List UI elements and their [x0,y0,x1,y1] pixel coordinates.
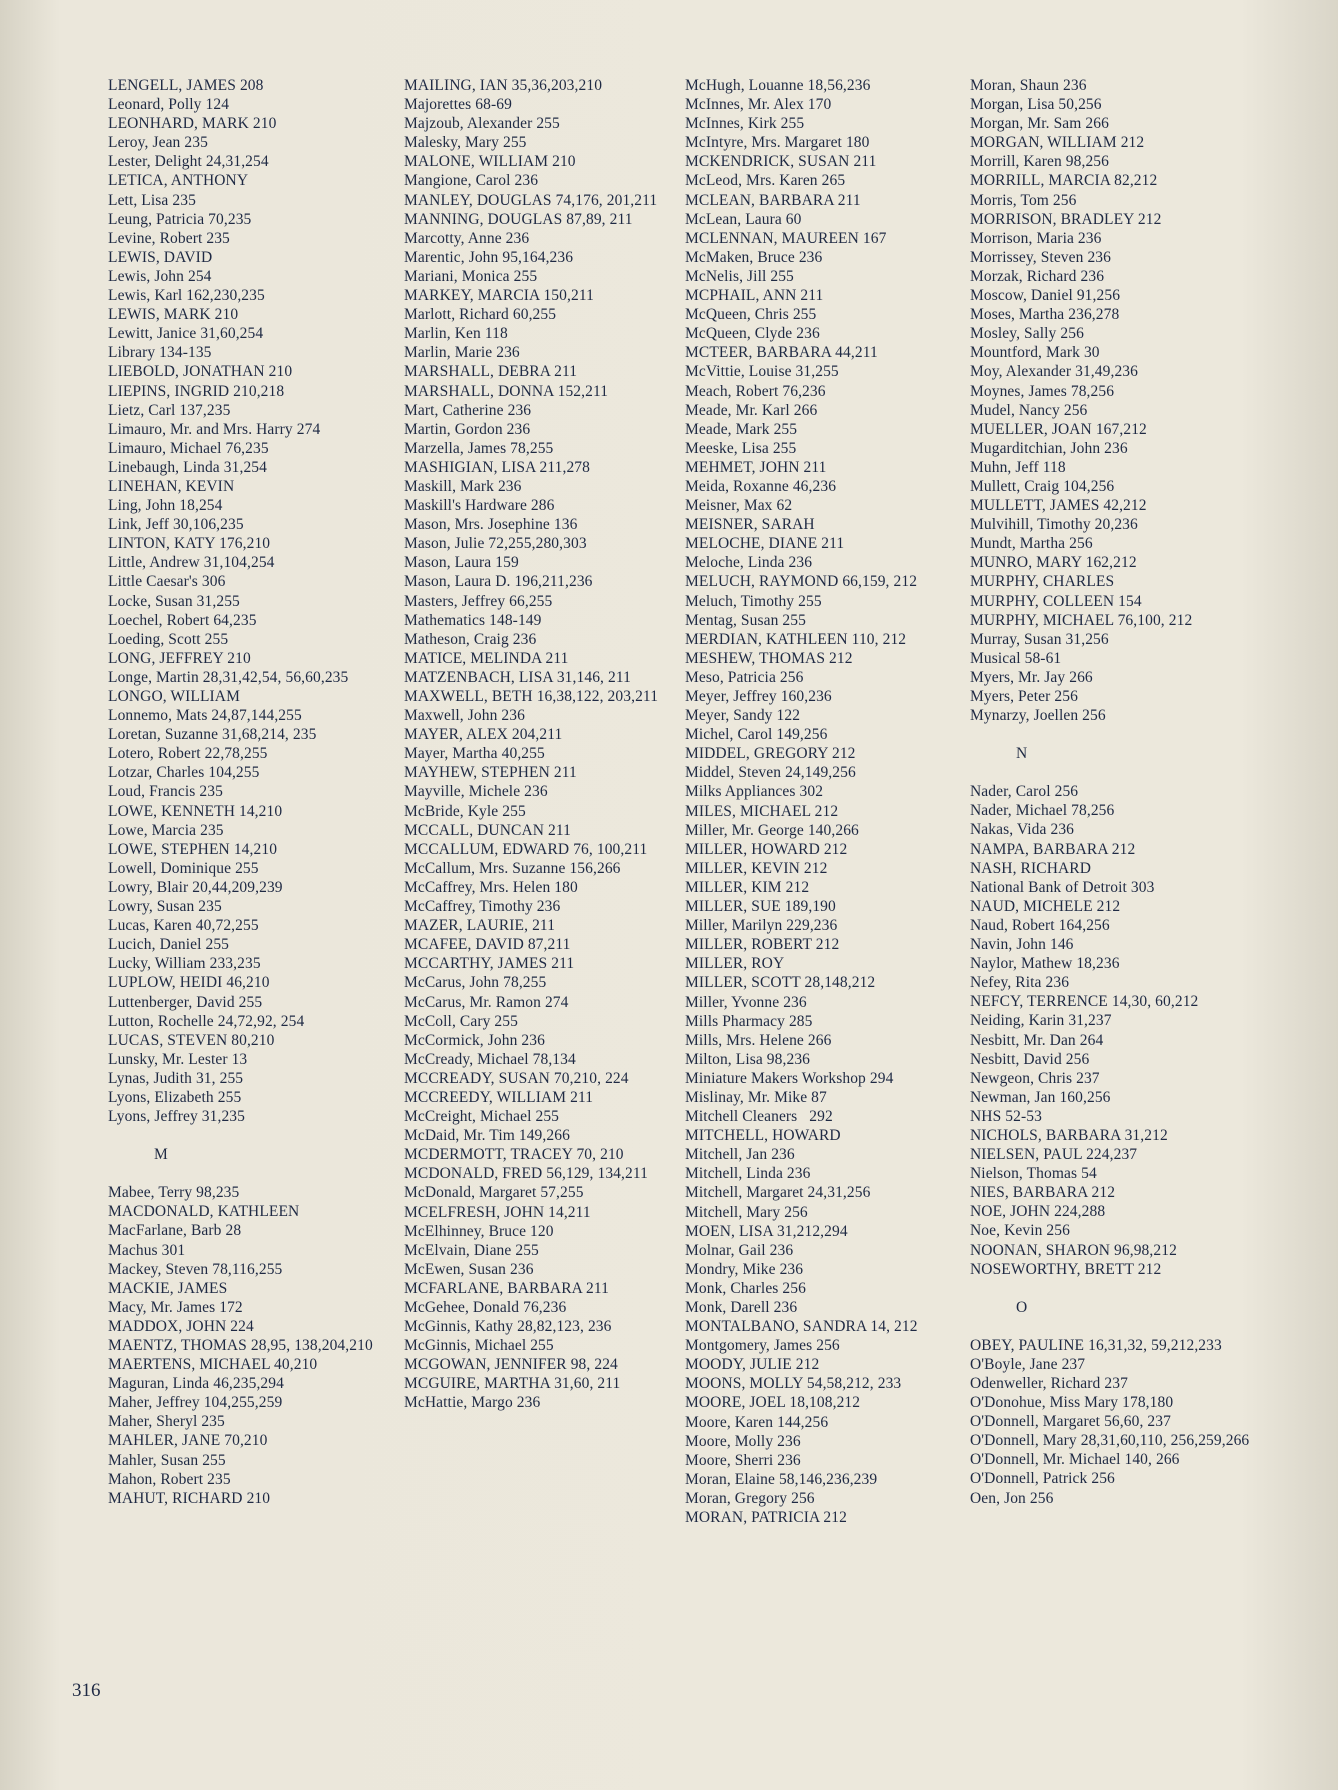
index-entry: Milks Appliances 302 [685,783,824,801]
index-entry: MacFarlane, Barb 28 [108,1222,242,1240]
index-entry: McMaken, Bruce 236 [685,248,823,266]
index-entry: MORAN, PATRICIA 212 [685,1509,847,1527]
index-entry: MCGUIRE, MARTHA 31,60, 211 [404,1375,621,1393]
index-entry: MCKENDRICK, SUSAN 211 [685,153,877,171]
index-entry: O'Donnell, Margaret 56,60, 237 [970,1413,1171,1431]
index-entry: Mountford, Mark 30 [970,344,1100,362]
index-entry: McElhinney, Bruce 120 [404,1222,554,1240]
index-entry: LEWIS, MARK 210 [108,306,239,324]
index-entry: Nakas, Vida 236 [970,821,1075,839]
index-entry: MURPHY, CHARLES [970,573,1115,591]
index-entry: Mathematics 148-149 [404,611,542,629]
section-letter: N [1016,745,1028,763]
index-entry: MCLENNAN, MAUREEN 167 [685,229,887,247]
index-entry: McDaid, Mr. Tim 149,266 [404,1127,570,1145]
index-entry: Miller, Marilyn 229,236 [685,917,838,935]
index-entry: Marzella, James 78,255 [404,439,554,457]
index-entry: O'Donnell, Mr. Michael 140, 266 [970,1451,1180,1469]
index-entry: NHS 52-53 [970,1107,1042,1125]
index-entry: LEWIS, DAVID [108,248,213,266]
index-entry: Masters, Jeffrey 66,255 [404,592,553,610]
index-entry: Mackey, Steven 78,116,255 [108,1260,283,1278]
index-entry: MCPHAIL, ANN 211 [685,287,824,305]
index-entry: Mitchell, Linda 236 [685,1165,811,1183]
index-entry: Marlott, Richard 60,255 [404,306,557,324]
index-entry: Limauro, Mr. and Mrs. Harry 274 [108,420,321,438]
index-entry: MATZENBACH, LISA 31,146, 211 [404,668,631,686]
index-entry: LOWE, STEPHEN 14,210 [108,840,278,858]
index-entry: MUNRO, MARY 162,212 [970,554,1137,572]
index-entry: Noe, Kevin 256 [970,1222,1070,1240]
index-entry: MANNING, DOUGLAS 87,89, 211 [404,210,633,228]
index-entry: Lyons, Jeffrey 31,235 [108,1108,245,1126]
index-entry: Meloche, Linda 236 [685,554,813,572]
index-entry: McElvain, Diane 255 [404,1241,539,1259]
index-entry: Mugarditchian, John 236 [970,439,1128,457]
index-entry: Link, Jeff 30,106,235 [108,516,244,534]
index-entry: Marlin, Marie 236 [404,344,520,362]
index-entry: Mahon, Robert 235 [108,1470,231,1488]
index-entry: Morrison, Maria 236 [970,229,1102,247]
index-entry: Mahler, Susan 255 [108,1451,226,1469]
index-entry: MILLER, SUE 189,190 [685,898,836,916]
index-entry: LIEBOLD, JONATHAN 210 [108,363,293,381]
index-entry: Moy, Alexander 31,49,236 [970,363,1138,381]
index-entry: Lowry, Susan 235 [108,898,222,916]
index-entry: Locke, Susan 31,255 [108,592,240,610]
index-entry: Loeding, Scott 255 [108,630,229,648]
index-entry: Mentag, Susan 255 [685,611,806,629]
index-entry: Longe, Martin 28,31,42,54, 56,60,235 [108,668,349,686]
index-entry: McCallum, Mrs. Suzanne 156,266 [404,859,621,877]
index-entry: MUELLER, JOAN 167,212 [970,420,1147,438]
index-entry: LONGO, WILLIAM [108,688,240,705]
index-entry: Little, Andrew 31,104,254 [108,554,275,572]
index-entry: Mundt, Martha 256 [970,535,1093,553]
index-entry: MCGOWAN, JENNIFER 98, 224 [404,1356,618,1374]
index-entry: Moore, Molly 236 [685,1432,801,1450]
index-entry: Mislinay, Mr. Mike 87 [685,1088,827,1106]
index-entry: Meade, Mark 255 [685,420,798,438]
index-entry: Morrill, Karen 98,256 [970,153,1109,171]
index-entry: McIntyre, Mrs. Margaret 180 [685,134,870,152]
index-entry: Leonard, Polly 124 [108,96,230,114]
index-entry: McVittie, Louise 31,255 [685,363,839,381]
index-entry: MCCREEDY, WILLIAM 211 [404,1088,594,1106]
index-entry: MELOCHE, DIANE 211 [685,535,845,553]
index-entry: Mitchell, Jan 236 [685,1146,795,1164]
index-entry: McGinnis, Michael 255 [404,1337,554,1355]
index-entry: McCaffrey, Mrs. Helen 180 [404,878,578,896]
index-entry: McInnes, Mr. Alex 170 [685,96,832,114]
index-entry: Nefey, Rita 236 [970,974,1070,992]
index-entry: Lett, Lisa 235 [108,191,196,209]
index-entry: Miniature Makers Workshop 294 [685,1069,894,1087]
index-entry: NAMPA, BARBARA 212 [970,840,1136,858]
index-entry: Limauro, Michael 76,235 [108,439,269,457]
index-entry: Morzak, Richard 236 [970,267,1105,285]
index-entry: Leroy, Jean 235 [108,134,208,152]
index-entry: Musical 58-61 [970,649,1062,667]
index-entry: Molnar, Gail 236 [685,1241,794,1259]
index-entry: LONG, JEFFREY 210 [108,649,251,667]
index-entry: Ling, John 18,254 [108,497,223,515]
index-entry: MAYHEW, STEPHEN 211 [404,764,577,782]
index-entry: Mangione, Carol 236 [404,172,539,190]
index-entry: Mynarzy, Joellen 256 [970,707,1106,725]
index-entry: MARKEY, MARCIA 150,211 [404,287,594,305]
index-entry: NOSEWORTHY, BRETT 212 [970,1260,1162,1278]
index-entry: MCCALL, DUNCAN 211 [404,821,571,839]
index-entry: Luttenberger, David 255 [108,993,263,1011]
index-entry: MEHMET, JOHN 211 [685,458,827,476]
index-entry: McCarus, Mr. Ramon 274 [404,993,569,1011]
index-entry: Loud, Francis 235 [108,783,223,801]
index-entry: Little Caesar's 306 [108,573,226,591]
index-entry: Mudel, Nancy 256 [970,401,1088,419]
index-entry: Matheson, Craig 236 [404,630,537,648]
index-entry: Lotero, Robert 22,78,255 [108,745,268,763]
index-entry: Moore, Sherri 236 [685,1451,801,1469]
index-entry: Majorettes 68-69 [404,96,512,114]
index-entry: MAHUT, RICHARD 210 [108,1489,271,1507]
index-entry: Meade, Mr. Karl 266 [685,401,818,419]
index-entry: Mills Pharmacy 285 [685,1012,813,1030]
index-entry: Mitchell Cleaners 292 [685,1108,833,1126]
index-entry: MCDONALD, FRED 56,129, 134,211 [404,1165,648,1183]
index-entry: Moran, Elaine 58,146,236,239 [685,1470,878,1488]
index-entry: Mart, Catherine 236 [404,401,532,419]
index-entry: Lester, Delight 24,31,254 [108,153,269,171]
index-entry: McLean, Laura 60 [685,210,802,228]
index-entry: McInnes, Kirk 255 [685,115,805,133]
index-entry: MERDIAN, KATHLEEN 110, 212 [685,630,907,648]
index-entry: MAZER, LAURIE, 211 [404,917,556,935]
index-entry: Nesbitt, Mr. Dan 264 [970,1031,1104,1049]
index-entry: Meyer, Jeffrey 160,236 [685,688,832,705]
index-entry: Mabee, Terry 98,235 [108,1184,240,1202]
index-column-1 [108,76,393,1508]
index-entry: MCLEAN, BARBARA 211 [685,191,861,209]
index-entry: Navin, John 146 [970,936,1074,954]
index-entry: Maguran, Linda 46,235,294 [108,1375,284,1393]
index-entry: MORGAN, WILLIAM 212 [970,134,1145,152]
index-entry: MCELFRESH, JOHN 14,211 [404,1203,591,1221]
index-entry: MAERTENS, MICHAEL 40,210 [108,1356,318,1374]
index-column-3 [685,76,970,1527]
index-entry: Moran, Shaun 236 [970,77,1087,94]
index-entry: MCTEER, BARBARA 44,211 [685,344,878,362]
index-entry: MORRILL, MARCIA 82,212 [970,172,1158,190]
index-entry: MILLER, KIM 212 [685,878,810,896]
index-entry: O'Donnell, Mary 28,31,60,110, 256,259,266 [970,1432,1250,1450]
index-entry: McCaffrey, Timothy 236 [404,898,561,916]
index-entry: Mayville, Michele 236 [404,783,548,801]
index-entry: Newgeon, Chris 237 [970,1069,1100,1087]
index-entry: Martin, Gordon 236 [404,420,531,438]
index-entry: MACKIE, JAMES [108,1279,228,1297]
index-entry: MASHIGIAN, LISA 211,278 [404,458,591,476]
index-entry: Mariani, Monica 255 [404,267,538,285]
index-entry: MOEN, LISA 31,212,294 [685,1222,848,1240]
page-number: 316 [72,1680,101,1701]
index-entry: LEONHARD, MARK 210 [108,115,277,133]
index-entry: Lotzar, Charles 104,255 [108,764,260,782]
index-entry: Meach, Robert 76,236 [685,382,826,400]
index-entry: Nader, Michael 78,256 [970,802,1115,820]
index-entry: Meida, Roxanne 46,236 [685,477,837,495]
index-entry: MCCALLUM, EDWARD 76, 100,211 [404,840,648,858]
index-entry: McNelis, Jill 255 [685,267,794,285]
index-entry: LIEPINS, INGRID 210,218 [108,382,285,400]
section-letter: M [154,1146,168,1164]
index-entry: MAYER, ALEX 204,211 [404,726,563,744]
index-entry: Moscow, Daniel 91,256 [970,287,1121,305]
index-entry: Moses, Martha 236,278 [970,306,1120,324]
index-entry: Loretan, Suzanne 31,68,214, 235 [108,726,317,744]
index-entry: Maher, Jeffrey 104,255,259 [108,1394,283,1412]
index-entry: Mills, Mrs. Helene 266 [685,1031,832,1049]
index-entry: Mayer, Martha 40,255 [404,745,545,763]
index-entry: MIDDEL, GREGORY 212 [685,745,856,763]
index-entry: Loechel, Robert 64,235 [108,611,257,629]
index-entry: Michel, Carol 149,256 [685,726,828,744]
index-entry: Maxwell, John 236 [404,707,525,725]
index-entry: Naud, Robert 164,256 [970,916,1110,934]
index-entry: McDonald, Margaret 57,255 [404,1184,584,1202]
index-entry: Marcotty, Anne 236 [404,229,530,247]
index-entry: MARSHALL, DONNA 152,211 [404,382,609,400]
index-entry: Myers, Peter 256 [970,688,1078,705]
index-entry: Lowe, Marcia 235 [108,821,224,839]
index-entry: MURPHY, MICHAEL 76,100, 212 [970,611,1193,629]
index-entry: Lunsky, Mr. Lester 13 [108,1050,248,1068]
index-entry: Morrissey, Steven 236 [970,248,1112,266]
index-entry: Marentic, John 95,164,236 [404,248,574,266]
index-entry: MILES, MICHAEL 212 [685,802,839,820]
index-entry: LUCAS, STEVEN 80,210 [108,1031,275,1049]
index-entry: Lonnemo, Mats 24,87,144,255 [108,707,302,725]
index-entry: LENGELL, JAMES 208 [108,77,264,94]
index-entry: Meyer, Sandy 122 [685,707,801,725]
index-entry: Moore, Karen 144,256 [685,1413,829,1431]
index-entry: Meeske, Lisa 255 [685,439,797,457]
index-entry: MCDERMOTT, TRACEY 70, 210 [404,1146,624,1164]
index-entry: Lewis, John 254 [108,267,212,285]
index-entry: MEISNER, SARAH [685,516,815,534]
index-entry: MORRISON, BRADLEY 212 [970,210,1162,228]
index-entry: MANLEY, DOUGLAS 74,176, 201,211 [404,191,658,209]
index-entry: Montgomery, James 256 [685,1337,840,1355]
index-entry: Morgan, Lisa 50,256 [970,96,1102,114]
index-entry: MACDONALD, KATHLEEN [108,1203,300,1221]
index-entry: MALONE, WILLIAM 210 [404,153,576,171]
index-entry: MONTALBANO, SANDRA 14, 212 [685,1318,918,1336]
index-entry: Mason, Mrs. Josephine 136 [404,516,578,534]
index-entry: Meluch, Timothy 255 [685,592,822,610]
index-entry: Nesbitt, David 256 [970,1050,1090,1068]
index-entry: Majzoub, Alexander 255 [404,115,560,133]
index-entry: Meso, Patricia 256 [685,668,804,686]
index-entry: Morgan, Mr. Sam 266 [970,115,1109,133]
index-entry: Machus 301 [108,1241,186,1259]
index-entry: MOODY, JULIE 212 [685,1356,820,1374]
index-entry: NICHOLS, BARBARA 31,212 [970,1126,1168,1144]
index-entry: LOWE, KENNETH 14,210 [108,802,283,820]
index-entry: NEFCY, TERRENCE 14,30, 60,212 [970,993,1199,1011]
index-entry: MCAFEE, DAVID 87,211 [404,936,571,954]
index-entry: McCreight, Michael 255 [404,1108,560,1126]
index-entry: Monk, Darell 236 [685,1299,798,1316]
index-entry: LINEHAN, KEVIN [108,477,235,495]
index-entry: MARSHALL, DEBRA 211 [404,363,578,381]
index-entry: LETICA, ANTHONY [108,172,249,190]
index-entry: Miller, Yvonne 236 [685,993,807,1011]
index-entry: MILLER, ROY [685,955,785,973]
index-entry: MAILING, IAN 35,36,203,210 [404,77,603,94]
index-entry: NAUD, MICHELE 212 [970,897,1121,915]
index-entry: McGehee, Donald 76,236 [404,1299,567,1316]
index-entry: MOONS, MOLLY 54,58,212, 233 [685,1375,902,1393]
index-entry: McQueen, Clyde 236 [685,325,820,343]
index-entry: McHattie, Margo 236 [404,1394,541,1412]
index-entry: Macy, Mr. James 172 [108,1298,243,1316]
index-entry: Mitchell, Margaret 24,31,256 [685,1184,871,1202]
index-entry: OBEY, PAULINE 16,31,32, 59,212,233 [970,1336,1222,1354]
index-entry: MURPHY, COLLEEN 154 [970,592,1142,610]
index-entry: Nielson, Thomas 54 [970,1165,1097,1183]
index-entry: MAXWELL, BETH 16,38,122, 203,211 [404,688,659,705]
index-entry: Leung, Patricia 70,235 [108,210,252,228]
index-entry: Lowry, Blair 20,44,209,239 [108,878,283,896]
index-entry: Linebaugh, Linda 31,254 [108,458,267,476]
index-entry: National Bank of Detroit 303 [970,878,1155,896]
index-entry: Odenweller, Richard 237 [970,1375,1128,1392]
index-entry: O'Boyle, Jane 237 [970,1355,1086,1373]
index-entry: MILLER, SCOTT 28,148,212 [685,974,876,992]
index-entry: Mason, Laura 159 [404,554,519,572]
index-entry: Maskill, Mark 236 [404,477,522,495]
index-entry: Lynas, Judith 31, 255 [108,1069,244,1087]
index-entry: McGinnis, Kathy 28,82,123, 236 [404,1318,612,1336]
index-entry: NOE, JOHN 224,288 [970,1203,1106,1221]
index-entry: Mason, Laura D. 196,211,236 [404,573,593,591]
index-entry: NOONAN, SHARON 96,98,212 [970,1241,1177,1259]
index-entry: Lucas, Karen 40,72,255 [108,917,259,935]
index-entry: Newman, Jan 160,256 [970,1088,1111,1106]
index-entry: Middel, Steven 24,149,256 [685,764,856,782]
index-entry: O'Donohue, Miss Mary 178,180 [970,1394,1174,1412]
index-entry: NASH, RICHARD [970,859,1092,877]
index-entry: Lyons, Elizabeth 255 [108,1088,242,1106]
index-entry: Mondry, Mike 236 [685,1260,804,1278]
index-entry: Neiding, Karin 31,237 [970,1012,1112,1030]
index-entry: Mitchell, Mary 256 [685,1203,808,1221]
index-entry: NIES, BARBARA 212 [970,1184,1116,1202]
index-entry: McQueen, Chris 255 [685,306,817,324]
index-entry: Lewis, Karl 162,230,235 [108,287,265,305]
index-entry: Lucky, William 233,235 [108,955,261,973]
index-entry: MILLER, ROBERT 212 [685,936,840,954]
index-entry: McLeod, Mrs. Karen 265 [685,172,846,190]
index-entry: Muhn, Jeff 118 [970,458,1066,476]
section-letter: O [1016,1298,1028,1316]
index-entry: Milton, Lisa 98,236 [685,1050,811,1068]
index-entry: Mosley, Sally 256 [970,325,1084,343]
index-entry: McEwen, Susan 236 [404,1260,534,1278]
index-entry: Naylor, Mathew 18,236 [970,955,1120,973]
index-entry: Lietz, Carl 137,235 [108,401,231,419]
index-entry: MITCHELL, HOWARD [685,1127,841,1145]
index-entry: McHugh, Louanne 18,56,236 [685,77,871,94]
index-entry: Lowell, Dominique 255 [108,859,259,877]
index-entry: Moynes, James 78,256 [970,382,1115,400]
index-entry: McCormick, John 236 [404,1031,545,1049]
index-entry: MAENTZ, THOMAS 28,95, 138,204,210 [108,1337,373,1354]
index-entry: Lucich, Daniel 255 [108,936,230,954]
index-entry: MOORE, JOEL 18,108,212 [685,1394,861,1412]
index-entry: Maher, Sheryl 235 [108,1413,225,1431]
index-entry: Meisner, Max 62 [685,497,793,515]
index-entry: MATICE, MELINDA 211 [404,649,569,667]
index-entry: McColl, Cary 255 [404,1012,518,1030]
index-entry: O'Donnell, Patrick 256 [970,1470,1115,1488]
index-entry: NIELSEN, PAUL 224,237 [970,1146,1138,1164]
index-entry: McCready, Michael 78,134 [404,1050,576,1068]
index-entry: Myers, Mr. Jay 266 [970,668,1093,686]
index-entry: Marlin, Ken 118 [404,325,508,343]
index-entry: Monk, Charles 256 [685,1279,806,1297]
index-entry: MELUCH, RAYMOND 66,159, 212 [685,573,918,591]
index-entry: Murray, Susan 31,256 [970,630,1109,648]
index-entry: McBride, Kyle 255 [404,802,526,820]
index-entry: Levine, Robert 235 [108,229,230,247]
index-column-4 [970,76,1255,1508]
index-column-2 [404,76,689,1413]
index-entry: Oen, Jon 256 [970,1489,1054,1507]
index-entry: MADDOX, JOHN 224 [108,1317,254,1335]
index-entry: MAHLER, JANE 70,210 [108,1432,268,1450]
index-entry: MILLER, KEVIN 212 [685,859,828,877]
index-entry: MCCARTHY, JAMES 211 [404,955,575,973]
index-entry: Mullett, Craig 104,256 [970,477,1115,495]
index-entry: MCFARLANE, BARBARA 211 [404,1279,610,1297]
index-entry: LINTON, KATY 176,210 [108,535,271,553]
index-entry: Lewitt, Janice 31,60,254 [108,325,264,343]
index-entry: Morris, Tom 256 [970,191,1077,209]
index-entry: Miller, Mr. George 140,266 [685,821,859,839]
index-entry: Nader, Carol 256 [970,783,1079,801]
index-entry: Moran, Gregory 256 [685,1489,815,1507]
index-entry: MILLER, HOWARD 212 [685,840,848,858]
index-entry: McCarus, John 78,255 [404,974,547,992]
index-entry: LUPLOW, HEIDI 46,210 [108,974,270,992]
index-entry: MULLETT, JAMES 42,212 [970,497,1147,515]
index-entry: Mason, Julie 72,255,280,303 [404,535,587,553]
index-entry: MCCREADY, SUSAN 70,210, 224 [404,1069,629,1087]
index-entry: Malesky, Mary 255 [404,134,527,152]
index-entry: Lutton, Rochelle 24,72,92, 254 [108,1012,305,1030]
index-entry: Mulvihill, Timothy 20,236 [970,516,1138,534]
index-entry: Library 134-135 [108,344,212,362]
index-entry: Maskill's Hardware 286 [404,497,555,515]
index-entry: MESHEW, THOMAS 212 [685,649,853,667]
